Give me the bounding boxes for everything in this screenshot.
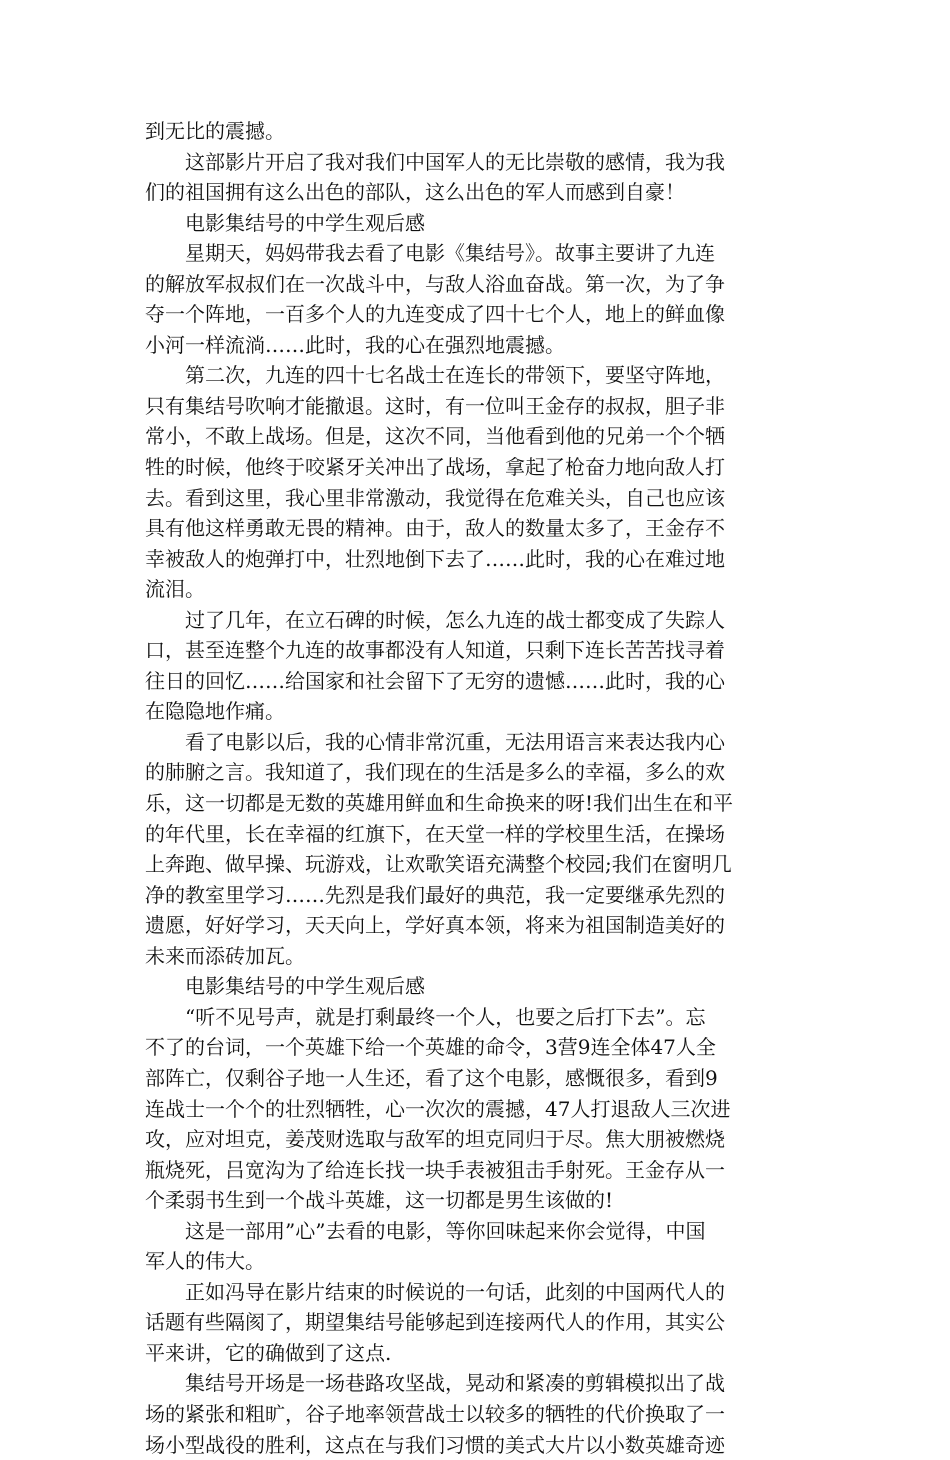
paragraph-opening-battle: 集结号开场是一场巷路攻坚战，晃动和紧凑的剪辑模拟出了战 场的紧张和粗旷，谷子地率领营战士以较多的牺牲的代价换取了一 场小型战役的胜利，这点在与我们习惯的美式大片以小数英雄奇迹 (145, 1371, 725, 1457)
paragraph-years-later: 过了几年，在立石碑的时候，怎么九连的战士都变成了失踪人 口，甚至连整个九连的故事都没有人知道，只剩下连长苦苦找寻着 往日的回忆……给国家和社会留下了无穷的遗憾……此时，我的心 在隐隐地作痛。 (145, 607, 725, 724)
paragraph-heart: 这是一部用”心”去看的电影，等你回味起来你会觉得，中国 军人的伟大。 (145, 1218, 706, 1274)
paragraph-sunday-movie: 星期天，妈妈带我去看了电影《集结号》。故事主要讲了九连 的解放军叔叔们在一次战斗中，与敌人浴血奋战。第一次，为了争 夺一个阵地，一百多个人的九连变成了四十七个人，地上的鲜血像 小河一样流淌……此时，我的心在强烈地震撼。 (145, 241, 725, 357)
paragraph-quote: “听不见号声，就是打剩最终一个人，也要之后打下去”。忘 不了的台词，一个英雄下给一个英雄的命令，3营9连全体47人全 部阵亡，仅剩谷子地一人生还，看了这个电影，感慨很多，看到9 连战士一个个的壮烈牺牲，心一次次的震撼，47人打退敌人三次进 攻，应对坦克，姜茂财选取与敌军的坦克同归于尽。焦大朋被燃烧 瓶烧死，吕宽沟为了给连长找一块手表被狙击手射死。王金存从一 个柔弱书生到一个战斗英雄，这一切都是男生该做的! (145, 1004, 731, 1213)
paragraph-reflection: 看了电影以后，我的心情非常沉重，无法用语言来表达我内心 的肺腑之言。我知道了，我们现在的生活是多么的幸福，多么的欢 乐，这一切都是无数的英雄用鲜血和生命换来的呀!我们出生在和平 的年代里，长在幸福的红旗下，在天堂一样的学校里生活，在操场 上奔跑、做早操、玩游戏，让欢歌笑语充满整个校园;我们在窗明几 净的教室里学习……先烈是我们最好的典范，我一定要继承先烈的 遗愿，好好学习，天天向上，学好真本领，将来为祖国制造美好的 未来而添砖加瓦。 (145, 729, 734, 968)
paragraph-director: 正如冯导在影片结束的时候说的一句话，此刻的中国两代人的 话题有些隔阂了，期望集结号能够起到连接两代人的作用，其实公 平来讲，它的确做到了这点. (145, 1279, 725, 1365)
paragraph-second-battle: 第二次，九连的四十七名战士在连长的带领下，要坚守阵地， 只有集结号吹响才能撤退。这时，有一位叫王金存的叔叔，胆子非 常小，不敢上战场。但是，这次不同，当他看到他的兄弟一个个牺 牲的时候，他终于咬紧牙关冲出了战场，拿起了枪奋力地向敌人打 去。看到这里，我心里非常激动，我觉得在危难关头，自己也应该 具有他这样勇敢无畏的精神。由于，敌人的数量太多了，王金存不 幸被敌人的炮弹打中，壮烈地倒下去了……此时，我的心在难过地 流泪。 (145, 363, 725, 602)
section-heading-1: 电影集结号的中学生观后感 (185, 210, 425, 235)
article-body (145, 116, 815, 1460)
paragraph-opening-fragment: 到无比的震撼。 (145, 119, 285, 143)
section-heading-2: 电影集结号的中学生观后感 (185, 974, 425, 999)
paragraph-pride: 这部影片开启了我对我们中国军人的无比崇敬的感情，我为我 们的祖国拥有这么出色的部队，这么出色的军人而感到自豪！ (145, 149, 725, 205)
